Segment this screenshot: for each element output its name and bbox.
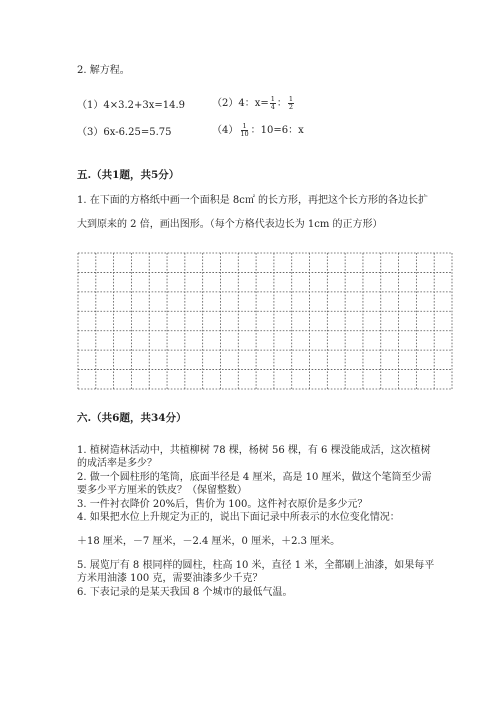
question-2-line2: 要多少平方厘米的铁皮？（保留整数） xyxy=(77,485,247,496)
equation-2 xyxy=(212,96,295,111)
dotted-grid-paper xyxy=(77,252,453,390)
equation-2-separator: ： xyxy=(276,98,287,109)
question-3: 3. 一件衬衣降价 20%后，售价为 100。这件衬衣原价是多少元？ xyxy=(77,499,368,510)
section5-question-line1: 1. 在下面的方格纸中画一个面积是 8c㎡ 的长方形，再把这个长方形的各边长扩 xyxy=(77,195,429,206)
equation-4-prefix: （4） xyxy=(212,125,239,136)
equation-4-suffix: ：10=6：x xyxy=(250,125,304,136)
equation-1: （1）4×3.2+3x=14.9 xyxy=(77,100,186,111)
equation-2-prefix: （2）4：x= xyxy=(212,98,269,109)
equation-4 xyxy=(212,123,304,138)
question-5-line2: 方米用油漆 100 克，需要油漆多少千克？ xyxy=(77,573,263,584)
question-4-data: ＋18 厘米，－7 厘米，－2.4 厘米，0 厘米，＋2.3 厘米。 xyxy=(77,536,341,547)
question-4: 4. 如果把水位上升规定为正的，说出下面记录中所表示的水位变化情况： xyxy=(77,512,400,523)
equation-4-fraction: $\frac{1}{10}$ xyxy=(240,122,249,138)
equation-2-fraction-1: $\frac{1}{4}$ xyxy=(270,95,275,111)
equation-2-fraction-2: $\frac{1}{2}$ xyxy=(288,95,294,111)
section2-title: 2. 解方程。 xyxy=(77,65,130,76)
section5-heading: 五.（共1题，共5分） xyxy=(77,169,180,181)
section5-question-line2: 大到原来的 2 倍，画出图形。（每个方格代表边长为 1cm 的正方形） xyxy=(77,219,383,230)
question-5-line1: 5. 展览厅有 8 根同样的圆柱，柱高 10 米，直径 1 米，全都刷上油漆，如果每平 xyxy=(77,560,435,571)
question-6: 6. 下表记录的是某天我国 8 个城市的最低气温。 xyxy=(77,587,293,598)
section6-heading: 六.（共6题，共34分） xyxy=(77,412,187,424)
equation-3: （3）6x-6.25=5.75 xyxy=(77,127,172,138)
question-2-line1: 2. 做一个圆柱形的笔筒，底面半径是 4 厘米，高是 10 厘米，做这个笔筒至少需 xyxy=(77,472,432,483)
question-1-line2: 的成活率是多少？ xyxy=(77,458,157,469)
question-1-line1: 1. 植树造林活动中，共植柳树 78 棵，杨树 56 棵，有 6 棵没能成活，这次植树 xyxy=(77,445,431,456)
